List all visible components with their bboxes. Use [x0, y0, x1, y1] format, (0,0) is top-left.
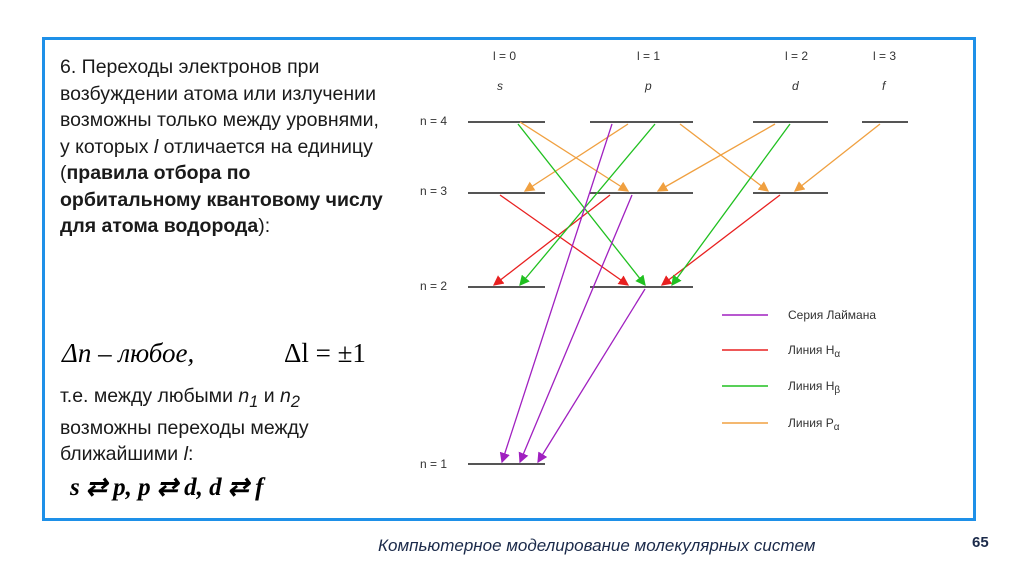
intro-paragraph: 6. Переходы электронов при возбуждении атома или излучении возможны только между уровнями, у которых l отличается на единицу (правила отбора по орбитальному квантовому числу для атома водорода):	[60, 56, 383, 237]
legend-label-h-beta: Линия $H_\beta$	[788, 379, 841, 396]
column-letter-p: p	[645, 79, 652, 93]
column-header-l1: l = 1	[637, 49, 661, 63]
column-letter-f: f	[882, 79, 886, 93]
page-number: 65	[972, 534, 989, 551]
level-label-n4: n = 4	[420, 114, 448, 128]
transitions	[494, 122, 880, 462]
transition-4s-3p	[520, 122, 628, 191]
column-header-l0: l = 0	[493, 49, 517, 63]
level-label-n1: n = 1	[420, 457, 448, 471]
legend-label-h-alpha: Линия $H_\alpha$	[788, 343, 841, 360]
legend-label-lyman: Серия Лаймана	[788, 308, 877, 322]
column-letter-d: d	[792, 79, 799, 93]
transition-4s-2p	[518, 124, 645, 285]
level-label-n3: n = 3	[420, 184, 448, 198]
transition-4p-2s	[520, 124, 655, 285]
delta-l-formula: Δl = ±1	[284, 338, 366, 368]
transition-4d-2p	[672, 124, 790, 285]
column-letter-s: s	[497, 79, 503, 93]
column-header-l3: l = 3	[873, 49, 897, 63]
transition-4d-3p	[658, 124, 775, 191]
selection-rule-bold: правила отбора по орбитальному квантовому числу для атома водорода	[60, 162, 383, 237]
legend	[722, 308, 876, 433]
delta-n-formula: Δn – любое,	[62, 338, 195, 368]
transition-4p-3d	[680, 124, 768, 191]
level-label-n2: n = 2	[420, 279, 448, 293]
transition-3d-2p	[662, 195, 780, 285]
transition-4p-1s	[502, 124, 612, 462]
lower-paragraph: т.е. между любыми $n_1$ и $n_2$ возможны переходы между ближайшими l:	[60, 385, 309, 465]
transition-2p-1s	[538, 289, 645, 462]
footer-course-title: Компьютерное моделирование молекулярных систем	[378, 536, 816, 555]
spdf-transitions-formula: s ⇄ p, p ⇄ d, d ⇄ f	[70, 474, 264, 501]
column-header-l2: l = 2	[785, 49, 809, 63]
legend-label-p-alpha: Линия $P_\alpha$	[788, 416, 840, 433]
transition-3p-2s	[494, 195, 610, 285]
transition-4f-3d	[795, 124, 880, 191]
